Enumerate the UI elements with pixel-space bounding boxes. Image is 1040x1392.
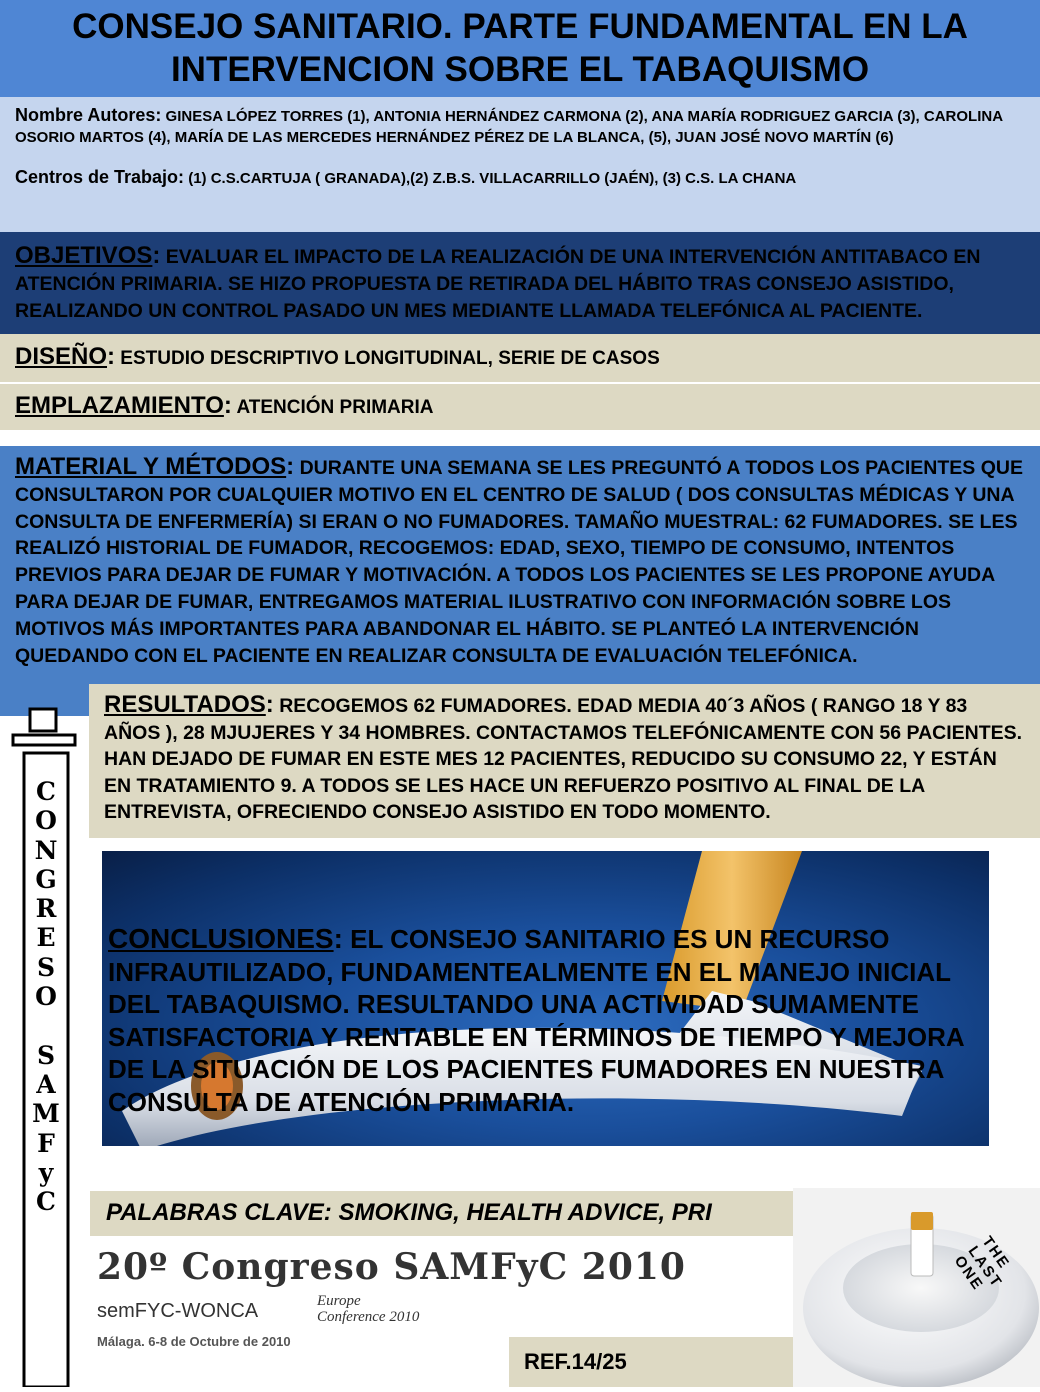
resultados-text: RECOGEMOS 62 FUMADORES. EDAD MEDIA 40´3 AÑOS ( RANGO 18 Y 83 AÑOS ), 28 MJUJERES Y 34 HOMBRES. CONTACTAMOS TELEFÓNICAMENTE CON 56 PACIENTES. HAN DEJADO DE FUMAR EN ESTE MES 12 PACIENTES, REDUCIDO SU CONSUMO 22, Y ESTÁN EN TRATAMIENTO 9. A TODOS SE LES HACE UN REFUERZO POSITIVO AL FINAL DE LA ENTREVISTA, OFRECIENDO CONSEJO ASISTIDO EN TODO MOMENTO. bbox=[104, 695, 1023, 823]
material-label: MATERIAL Y MÉTODOS bbox=[15, 453, 287, 480]
tower-letter: O bbox=[35, 806, 57, 836]
objetivos-section: OBJETIVOS: EVALUAR EL IMPACTO DE LA REALIZACIÓN DE UNA INTERVENCIÓN ANTITABACO EN ATENCIÓN PRIMARIA. SE HIZO PROPUESTA DE RETIRADA DEL HÁBITO TRAS CONSEJO ASISTIDO, REALIZANDO UN CONTROL PASADO UN MES MEDIANTE LLAMADA TELEFÓNICA AL PACIENTE. bbox=[0, 232, 1040, 334]
poster-title bbox=[0, 0, 1040, 97]
congress-place-date: Málaga. 6-8 de Octubre de 2010 bbox=[97, 1334, 291, 1349]
centers-text: (1) C.S.CARTUJA ( GRANADA),(2) Z.B.S. VILLACARRILLO (JAÉN), (3) C.S. LA CHANA bbox=[188, 170, 797, 187]
tower-letter: G bbox=[35, 864, 57, 894]
diseno-section: DISEÑO: ESTUDIO DESCRIPTIVO LONGITUDINAL, SERIE DE CASOS bbox=[0, 334, 1040, 382]
emplazamiento-section: EMPLAZAMIENTO: ATENCIÓN PRIMARIA bbox=[0, 384, 1040, 430]
tower-letter bbox=[24, 1011, 68, 1040]
tower-letter: y bbox=[38, 1157, 54, 1187]
tower-letter: S bbox=[36, 1040, 56, 1070]
tower-letter: E bbox=[36, 923, 56, 953]
tower-letter: R bbox=[35, 894, 57, 924]
material-section: MATERIAL Y MÉTODOS: DURANTE UNA SEMANA SE LES PREGUNTÓ A TODOS LOS PACIENTES QUE CONSULTARON POR CUALQUIER MOTIVO EN EL CENTRO DE SALUD ( DOS CONSULTAS MÉDICAS Y UNA CONSULTA DE ENFERMERÍA) SI ERAN O NO FUMADORES. TAMAÑO MUESTRAL: 62 FUMADORES. SE LES REALIZÓ HISTORIAL DE FUMADOR, RECOGEMOS: EDAD, SEXO, TIEMPO DE CONSUMO, INTENTOS PREVIOS PARA DEJAR DE FUMAR Y MOTIVACIÓN. A TODOS LOS PACIENTES SE LES PROPONE AYUDA PARA DEJAR DE FUMAR, ENTREGAMOS MATERIAL ILUSTRATIVO CON INFORMACIÓN SOBRE LOS MOTIVOS MÁS IMPORTANTES PARA ABANDONAR EL HÁBITO. SE PLANTEÓ LA INTERVENCIÓN QUEDANDO CON EL PACIENTE EN REALIZAR CONSULTA DE EVALUACIÓN TELEFÓNICA. bbox=[0, 446, 1040, 716]
authors-section bbox=[0, 97, 1040, 232]
conclusiones-section bbox=[102, 851, 989, 1146]
emplazamiento-label: EMPLAZAMIENTO bbox=[15, 392, 224, 419]
wonca-logo bbox=[97, 1293, 517, 1325]
resultados-section: RESULTADOS: RECOGEMOS 62 FUMADORES. EDAD MEDIA 40´3 AÑOS ( RANGO 18 Y 83 AÑOS ), 28 MJUJERES Y 34 HOMBRES. CONTACTAMOS TELEFÓNICAMENTE CON 56 PACIENTES. HAN DEJADO DE FUMAR EN ESTE MES 12 PACIENTES, REDUCIDO SU CONSUMO 22, Y ESTÁN EN TRATAMIENTO 9. A TODOS SE LES HACE UN REFUERZO POSITIVO AL FINAL DE LA ENTREVISTA, OFRECIENDO CONSEJO ASISTIDO EN TODO MOMENTO. bbox=[89, 684, 1040, 838]
authors-text: GINESA LÓPEZ TORRES (1), ANTONIA HERNÁNDEZ CARMONA (2), ANA MARÍA RODRIGUEZ GARCIA (3), CAROLINA OSORIO MARTOS (4), MARÍA DE LAS MERCEDES HERNÁNDEZ PÉREZ DE LA BLANCA, (5), JUAN JOSÉ NOVO MARTÍN (6) bbox=[15, 108, 1003, 146]
material-text: DURANTE UNA SEMANA SE LES PREGUNTÓ A TODOS LOS PACIENTES QUE CONSULTARON POR CUALQUIER MOTIVO EN EL CENTRO DE SALUD ( DOS CONSULTAS MÉDICAS Y UNA CONSULTA DE ENFERMERÍA) SI ERAN O NO FUMADORES. TAMAÑO MUESTRAL: 62 FUMADORES. SE LES REALIZÓ HISTORIAL DE FUMADOR, RECOGEMOS: EDAD, SEXO, TIEMPO DE CONSUMO, INTENTOS PREVIOS PARA DEJAR DE FUMAR Y MOTIVACIÓN. A TODOS LOS PACIENTES SE LES PROPONE AYUDA PARA DEJAR DE FUMAR, ENTREGAMOS MATERIAL ILUSTRATIVO CON INFORMACIÓN SOBRE LOS MOTIVOS MÁS IMPORTANTES PARA ABANDONAR EL HÁBITO. SE PLANTEÓ LA INTERVENCIÓN QUEDANDO CON EL PACIENTE EN REALIZAR CONSULTA DE EVALUACIÓN TELEFÓNICA. bbox=[15, 457, 1023, 667]
centers-label: Centros de Trabajo: bbox=[15, 167, 185, 187]
europe-conference: Europe Conference 2010 bbox=[317, 1293, 420, 1325]
diseno-label: DISEÑO bbox=[15, 343, 108, 370]
centers-block bbox=[15, 167, 1025, 189]
conclusiones-text: EL CONSEJO SANITARIO ES UN RECURSO INFRAUTILIZADO, FUNDAMENTEALMENTE EN EL MANEJO INICIAL DEL TABAQUISMO. RESULTANDO UNA ACTIVIDAD SUMAMENTE SATISFACTORIA Y RENTABLE EN TÉRMINOS DE TIEMPO Y MEJORA DE LA SITUACIÓN DE LOS PACIENTES FUMADORES EN NUESTRA CONSULTA DE ATENCIÓN PRIMARIA. bbox=[108, 924, 964, 1117]
palabras-clave: PALABRAS CLAVE: SMOKING, HEALTH ADVICE, PRI bbox=[90, 1191, 794, 1236]
ashtray-image bbox=[793, 1188, 1040, 1387]
objetivos-label: OBJETIVOS bbox=[15, 242, 153, 269]
emplazamiento-text: ATENCIÓN PRIMARIA bbox=[236, 397, 434, 418]
tower-letter: M bbox=[32, 1099, 60, 1129]
authors-block bbox=[15, 105, 1025, 148]
tower-letter: F bbox=[37, 1128, 55, 1158]
congress-title: 20º Congreso SAMFyC 2010 bbox=[97, 1246, 686, 1288]
tower-letter: O bbox=[35, 982, 57, 1012]
title-line-2: INTERVENCION SOBRE EL TABAQUISMO bbox=[170, 50, 870, 89]
tower-letter: N bbox=[34, 835, 58, 865]
ashtray-label: THE LAST ONE bbox=[950, 1233, 1014, 1295]
objetivos-text: EVALUAR EL IMPACTO DE LA REALIZACIÓN DE UNA INTERVENCIÓN ANTITABACO EN ATENCIÓN PRIMARIA. SE HIZO PROPUESTA DE RETIRADA DEL HÁBITO TRAS CONSEJO ASISTIDO, REALIZANDO UN CONTROL PASADO UN MES MEDIANTE LLAMADA TELEFÓNICA AL PACIENTE. bbox=[15, 246, 981, 322]
tower-letter: C bbox=[36, 1187, 56, 1217]
diseno-text: ESTUDIO DESCRIPTIVO LONGITUDINAL, SERIE DE CASOS bbox=[120, 348, 660, 369]
reference-number: REF.14/25 bbox=[509, 1337, 793, 1387]
tower-letters bbox=[24, 777, 68, 1216]
conclusiones-text-block: CONCLUSIONES: EL CONSEJO SANITARIO ES UN RECURSO INFRAUTILIZADO, FUNDAMENTEALMENTE EN EL MANEJO INICIAL DEL TABAQUISMO. RESULTANDO UNA ACTIVIDAD SUMAMENTE SATISFACTORIA Y RENTABLE EN TÉRMINOS DE TIEMPO Y MEJORA DE LA SITUACIÓN DE LOS PACIENTES FUMADORES EN NUESTRA CONSULTA DE ATENCIÓN PRIMARIA. bbox=[108, 923, 964, 1117]
wonca-text: semFYC-WONCA bbox=[97, 1300, 259, 1322]
tower-letter: S bbox=[36, 952, 56, 982]
tower-letter: C bbox=[36, 777, 56, 806]
title-line-1: CONSEJO SANITARIO. PARTE FUNDAMENTAL EN LA bbox=[72, 7, 968, 46]
tower-letter: A bbox=[36, 1069, 56, 1099]
resultados-label: RESULTADOS bbox=[104, 691, 266, 718]
conclusiones-label: CONCLUSIONES bbox=[108, 923, 334, 954]
authors-label: Nombre Autores: bbox=[15, 105, 162, 125]
congreso-tower bbox=[10, 705, 80, 1387]
